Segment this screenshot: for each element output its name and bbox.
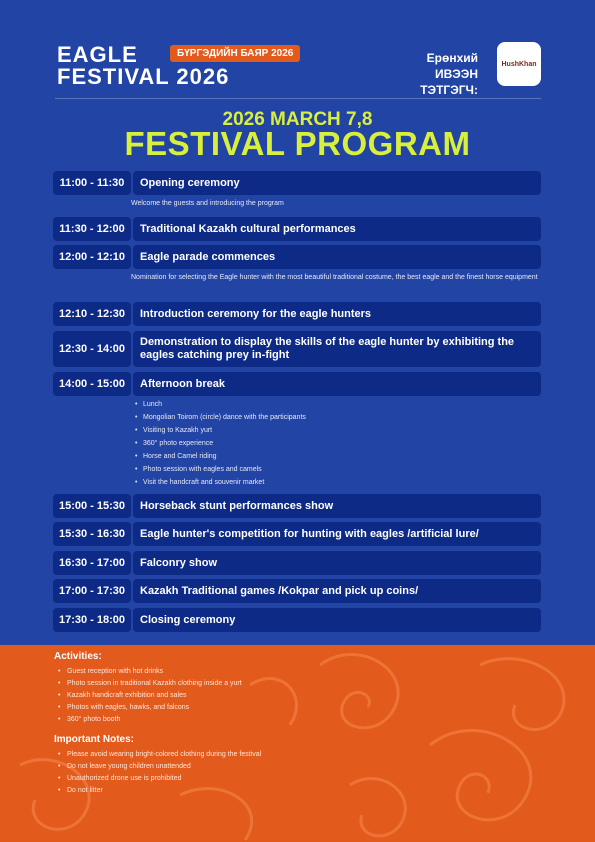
schedule-description: Welcome the guests and introducing the program xyxy=(131,200,284,207)
schedule-time: 12:10 - 12:30 xyxy=(53,302,131,326)
program-title: FESTIVAL PROGRAM xyxy=(124,125,471,162)
list-item: • Please avoid wearing bright-colored clothing during the festival xyxy=(54,749,534,761)
schedule-time: 11:00 - 11:30 xyxy=(53,171,131,195)
list-item: • 360° photo experience xyxy=(135,437,306,450)
organizer-line-2: ИВЭЭН ТЭТГЭГЧ: xyxy=(420,67,478,97)
list-item: • Kazakh handicraft exhibition and sales xyxy=(54,690,534,702)
schedule-title: Eagle hunter's competition for hunting with eagles /artificial lure/ xyxy=(133,522,541,546)
sponsor-name: HushKhan xyxy=(501,60,537,68)
list-item: • Photo session in traditional Kazakh clothing inside a yurt xyxy=(54,678,534,690)
schedule-title: Eagle parade commences xyxy=(133,245,541,269)
list-item: • Do not leave young children unattended xyxy=(54,761,534,773)
list-item: • 360° photo booth xyxy=(54,714,534,726)
schedule-time: 16:30 - 17:00 xyxy=(53,551,131,575)
schedule-time: 11:30 - 12:00 xyxy=(53,217,131,241)
notes-list xyxy=(54,749,534,797)
festival-logo xyxy=(57,42,347,90)
schedule-description: Nomination for selecting the Eagle hunter with the most beautiful traditional costume, the best eagle and the finest horse equipment xyxy=(131,274,538,281)
schedule-title: Horseback stunt performances show xyxy=(133,494,541,518)
list-item: • Horse and Camel riding xyxy=(135,450,306,463)
schedule-title: Traditional Kazakh cultural performances xyxy=(133,217,541,241)
schedule-title: Closing ceremony xyxy=(133,608,541,632)
schedule-time: 15:00 - 15:30 xyxy=(53,494,131,518)
organizer-label xyxy=(378,50,478,98)
header-divider xyxy=(55,98,541,99)
schedule-title: Demonstration to display the skills of the eagle hunter by exhibiting the eagles catching prey in-fight xyxy=(133,331,541,367)
schedule-title: Introduction ceremony for the eagle hunters xyxy=(133,302,541,326)
activities-heading: Activities: xyxy=(54,651,102,662)
schedule-title: Falconry show xyxy=(133,551,541,575)
schedule-time: 15:30 - 16:30 xyxy=(53,522,131,546)
activities-list xyxy=(54,666,534,726)
list-item: • Mongolian Toirom (circle) dance with the participants xyxy=(135,411,306,424)
list-item: • Photo session with eagles and camels xyxy=(135,463,306,476)
break-activities-list xyxy=(135,398,306,489)
logo-badge: БҮРГЭДИЙН БАЯР 2026 xyxy=(170,45,300,62)
schedule-title: Kazakh Traditional games /Kokpar and pick up coins/ xyxy=(133,579,541,603)
logo-line-1: EAGLE xyxy=(57,42,138,67)
list-item: • Photos with eagles, hawks, and falcons xyxy=(54,702,534,714)
list-item: • Unauthorized drone use is prohibited xyxy=(54,773,534,785)
important-notes-section xyxy=(54,734,534,797)
notes-heading: Important Notes: xyxy=(54,734,134,745)
schedule-time: 12:00 - 12:10 xyxy=(53,245,131,269)
list-item: • Lunch xyxy=(135,398,306,411)
schedule-time: 17:30 - 18:00 xyxy=(53,608,131,632)
list-item: • Do not litter xyxy=(54,785,534,797)
schedule-time: 14:00 - 15:00 xyxy=(53,372,131,396)
festival-date: 2026 MARCH 7,8 xyxy=(222,109,373,130)
logo-line-2: FESTIVAL 2026 xyxy=(57,64,230,89)
schedule-title: Afternoon break xyxy=(133,372,541,396)
organizer-line-1: Ерөнхий xyxy=(426,51,478,65)
sponsor-logo xyxy=(497,42,541,86)
list-item: • Visit the handcraft and souvenir market xyxy=(135,476,306,489)
schedule-time: 12:30 - 14:00 xyxy=(53,331,131,367)
list-item: • Guest reception with hot drinks xyxy=(54,666,534,678)
schedule-time: 17:00 - 17:30 xyxy=(53,579,131,603)
activities-section xyxy=(54,651,534,726)
schedule-title: Opening ceremony xyxy=(133,171,541,195)
list-item: • Visiting to Kazakh yurt xyxy=(135,424,306,437)
